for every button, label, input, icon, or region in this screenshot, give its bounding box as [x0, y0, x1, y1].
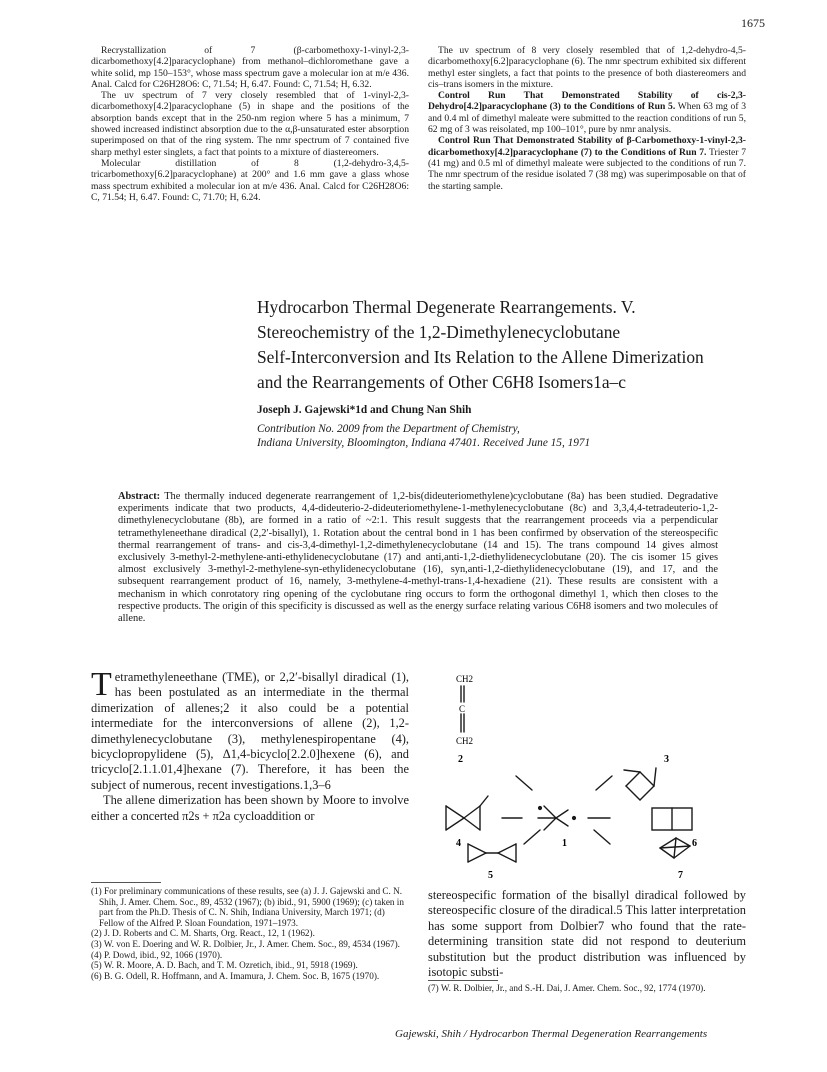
- paragraph-uv-spectrum-7: The uv spectrum of 7 very closely resembled that of 1-vinyl-2,3-dicarbomethoxy[4.2]paracyclophane (5) in shape and the positions of the absorption bands except that in the 250-nm region where 5 has a minimum, 7 showed increased indistinct absorption due to the α,β-unsaturated ester absorption superimposed on that of the ring system. The nmr spectrum of 7 contained five sharp methyl ester singlets, a fact that points to a mixture of diastereomers.: [91, 90, 409, 158]
- allene-ch2-bottom: CH2: [456, 736, 474, 746]
- abstract-label: Abstract:: [118, 491, 161, 502]
- intro-paragraph-1: [91, 666, 409, 793]
- c6h8-isomer-scheme: [428, 668, 746, 884]
- label-7: 7: [678, 870, 683, 881]
- affiliation-line-2: Indiana University, Bloomington, Indiana 47401. Received June 15, 1971: [257, 437, 591, 449]
- title-line-3: Self-Interconversion and Its Relation to the Allene Dimerization: [257, 347, 704, 367]
- footnote-7: (7) W. R. Dolbier, Jr., and S.-H. Dai, J. Amer. Chem. Soc., 92, 1774 (1970).: [428, 983, 706, 993]
- label-5: 5: [488, 870, 493, 881]
- abstract-text: The thermally induced degenerate rearrangement of 1,2-bis(dideuteriomethylene)cyclobutane (8a) has been studied. Degradative experiments indicate that two products, 4,4-dideuterio-2-dideuteriomethylene-1-methylenecyclobutane (8c) and 3,3,4,4-tetradeuterio-1,2-dimethylenecyclobutane (8b), are formed in a ratio of ~2:1. This result suggests that the rearrangement proceeds via a perpendicular tetramethyleneethane diradical (2,2′-bisallyl), 1. Rotation about the central bond in 1 has been confirmed by observation of the stereospecific thermal rearrangement of trans- and cis-3,4-dimethyl-1,2-dimethylenecyclobutane (14 and 15). The trans compound 14 gives almost exclusively 3-methyl-2-methylene-anti-ethylidenecyclobutane (17) and anti,anti-1,2-diethylidenecyclobutane (20). The cis isomer 15 gives almost exclusively 3-methyl-2-methylene-syn-ethylidenecyclobutane (16), syn,anti-1,2-diethylidenecyclobutane (19), and 17, and the subsequent rearrangement product of 16, namely, 3-methylene-4-methyl-trans-1,4-hexadiene (21). These results are consistent with a mechanism in which conrotatory ring opening of the cyclobutane ring occurs to form the orthogonal dimethyl 1, which then closes to the respective products. The origin of this specificity is discussed as well as the energy surface relating various C6H8 isomers and two molecules of allene.: [118, 491, 718, 625]
- running-footer: Gajewski, Shih / Hydrocarbon Thermal Degeneration Rearrangements: [395, 1028, 708, 1040]
- allene-central-carbon: C: [459, 704, 466, 714]
- equilibrium-arrows: [502, 776, 612, 844]
- structure-3-dimethylenecyclobutane: [624, 768, 656, 800]
- label-6: 6: [692, 838, 697, 849]
- text-control-run-3: When 63 mg of 3 and 0.4 ml of dimethyl maleate were submitted to the reaction conditions of run 5, 62 mg of 3 was reisolated, mp 100–101°, pure by nmr analysis.: [428, 101, 746, 136]
- footnote-6: (6) B. G. Odell, R. Hoffmann, and A. Imamura, J. Chem. Soc. B, 1675 (1970).: [91, 970, 380, 981]
- paragraph-uv-spectrum-8-text: The uv spectrum of 8 very closely resembled that of 1,2-dehydro-4,5-dicarbomethoxy[6.2]paracyclophane (6). The nmr spectrum exhibited six different methyl ester singlets, a fact that points to the presence of both diastereomers and cis–trans isomers in the mixture.: [428, 45, 746, 90]
- label-3: 3: [664, 754, 669, 765]
- paragraph-molecular-distillation: Molecular distillation of 8 (1,2-dehydro-3,4,5-tricarbomethoxy[6.2]paracyclophane) at 200° and 1.6 mm gave a glass whose mass spectrum exhibited a molecular ion at m/e 436. Anal. Calcd for C26H28O6: C, 71.54; H, 6.47. Found: C, 71.70; H, 6.24.: [91, 157, 409, 203]
- structure-6-bicyclohexene: [652, 808, 692, 830]
- label-1: 1: [562, 838, 567, 849]
- title-line-1: Hydrocarbon Thermal Degenerate Rearrangements. V.: [257, 297, 636, 317]
- structure-7-tricyclohexane: [660, 838, 690, 858]
- heading-control-run-7: Control Run That Demonstrated Stability of β-Carbomethoxy-1-vinyl-2,3-dicarbomethoxy[4.2]paracyclophane (7) to the Conditions of Run 7.: [428, 135, 746, 158]
- intro-column: [91, 666, 409, 824]
- experimental-left-column: [91, 45, 409, 203]
- affiliation-line-1: Contribution No. 2009 from the Department of Chemistry,: [257, 423, 520, 435]
- experimental-right-column: [428, 45, 746, 192]
- footnote-rule-left: [91, 882, 161, 883]
- footnote-2: (2) J. D. Roberts and C. M. Sharts, Org. React., 12, 1 (1962).: [91, 928, 315, 939]
- footnotes-left: [91, 886, 409, 981]
- abstract: [118, 491, 718, 625]
- structure-4-methylenespiropentane: [446, 796, 488, 830]
- intro-paragraph-2: The allene dimerization has been shown by Moore to involve either a concerted π2s + π2a cycloaddition or: [91, 793, 409, 823]
- footnote-5: (5) W. R. Moore, A. D. Bach, and T. M. Ozretich, ibid., 91, 5918 (1969).: [91, 960, 358, 971]
- heading-control-run-3: Control Run That Demonstrated Stability of cis-2,3-Dehydro[4.2]paracyclophane (3) to the Conditions of Run 5.: [428, 90, 746, 113]
- text-control-run-7: Triester 7 (41 mg) and 0.5 ml of dimethyl maleate were subjected to the conditions of run 7. The nmr spectrum of the residue isolated 7 (38 mg) was superimposable on that of the starting sample.: [428, 146, 746, 192]
- discussion-column: stereospecific formation of the bisallyl diradical followed by stereospecific closure of the diradical.5 This latter interpretation has some support from Dolbier7 who found that the rate-determining transition state did not respond to deuterium substitution but the product distribution was influenced by isotopic substi-: [428, 888, 746, 980]
- page-number: 1675: [741, 16, 765, 30]
- footnote-3: (3) W. von E. Doering and W. R. Dolbier, Jr., J. Amer. Chem. Soc., 89, 4534 (1967).: [91, 938, 400, 949]
- paragraph-control-run-7: [428, 135, 746, 191]
- authors: Joseph J. Gajewski*1d and Chung Nan Shih: [257, 404, 472, 416]
- title-line-2: Stereochemistry of the 1,2-Dimethylenecyclobutane: [257, 322, 621, 342]
- footnote-4: (4) P. Dowd, ibid., 92, 1066 (1970).: [91, 949, 223, 960]
- paragraph-control-run-3: [428, 90, 746, 135]
- affiliation: [257, 422, 590, 450]
- structure-1-bisallyl-diradical: [538, 806, 575, 830]
- label-2: 2: [458, 754, 463, 765]
- footnote-1: (1) For preliminary communications of these results, see (a) J. J. Gajewski and C. N. Shih, J. Amer. Chem. Soc., 89, 4532 (1967); (b) ibid., 91, 5900 (1969); (c) taken in part from the Ph.D. Thesis of C. N. Shih, Indiana University, March 1971; (d) Fellow of the Alfred P. Sloan Foundation, 1971–1973.: [91, 886, 404, 928]
- allene-ch2-top: CH2: [456, 674, 474, 684]
- structure-5-bicyclopropylidene: [468, 844, 516, 862]
- intro-paragraph-1-text: etramethyleneethane (TME), or 2,2′-bisallyl diradical (1), has been postulated as an intermediate in the thermal dimerization of allenes;2 it also could be a potential intermediate for the interconversions of allene (2), 1,2-dimethylenecyclobutane (3), methylenespiropentane (4), bicyclopropylidene (5), Δ1,4-bicyclo[2.2.0]hexene (6), and tricyclo[2.1.1.01,4]hexane (7). Therefore, it has been the subject of numerous, recent investigations.1,3–6: [91, 670, 409, 792]
- dropcap-letter: T: [91, 666, 112, 703]
- footnote-rule-right: [428, 980, 498, 981]
- article-title: [257, 295, 777, 395]
- label-4: 4: [456, 838, 461, 849]
- paragraph-recrystallization: Recrystallization of 7 (β-carbomethoxy-1-vinyl-2,3-dicarbomethoxy[4.2]paracyclophane) from methanol–dichloromethane gave a white solid, mp 150–153°, whose mass spectrum gave a molecular ion at m/e 436. Anal. Calcd for C26H28O6: C, 71.54; H, 6.47. Found: C, 71.54; H, 6.32.: [91, 45, 409, 90]
- title-line-4: and the Rearrangements of Other C6H8 Isomers1a–c: [257, 372, 626, 392]
